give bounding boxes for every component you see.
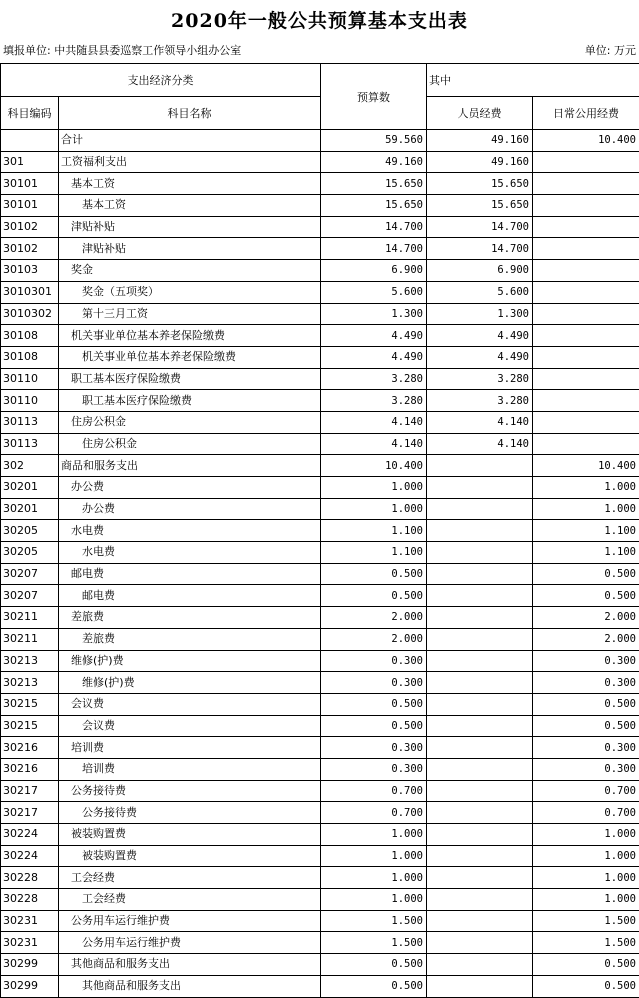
row-name: 工会经费 — [59, 889, 321, 911]
row-personnel — [427, 672, 533, 694]
row-name: 邮电费 — [59, 563, 321, 585]
table-row — [1, 346, 639, 368]
header-of-which: 其中 — [427, 64, 639, 97]
row-personnel: 4.490 — [427, 346, 533, 368]
row-personnel: 1.300 — [427, 303, 533, 325]
row-budget: 1.500 — [321, 932, 427, 954]
header-category: 支出经济分类 — [1, 64, 321, 97]
row-name: 维修(护)费 — [59, 672, 321, 694]
row-name: 水电费 — [59, 520, 321, 542]
row-name: 奖金 — [59, 260, 321, 282]
table-row — [1, 975, 639, 997]
row-personnel — [427, 477, 533, 499]
row-code: 30215 — [1, 693, 59, 715]
table-row — [1, 238, 639, 260]
row-personnel — [427, 563, 533, 585]
row-budget: 59.560 — [321, 130, 427, 152]
row-personnel — [427, 693, 533, 715]
row-code: 30224 — [1, 845, 59, 867]
row-personnel — [427, 975, 533, 997]
row-code: 30231 — [1, 910, 59, 932]
table-row — [1, 867, 639, 889]
row-personnel: 15.650 — [427, 173, 533, 195]
page-title: 2020年一般公共预算基本支出表 — [0, 6, 639, 33]
row-name: 工资福利支出 — [59, 151, 321, 173]
row-personnel: 6.900 — [427, 260, 533, 282]
row-name: 商品和服务支出 — [59, 455, 321, 477]
row-code: 30216 — [1, 758, 59, 780]
row-personnel — [427, 889, 533, 911]
row-daily — [533, 411, 639, 433]
row-code: 30207 — [1, 563, 59, 585]
table-row — [1, 824, 639, 846]
row-name: 被装购置费 — [59, 845, 321, 867]
row-name: 住房公积金 — [59, 411, 321, 433]
row-budget: 15.650 — [321, 195, 427, 217]
row-daily: 0.300 — [533, 650, 639, 672]
row-budget: 0.500 — [321, 954, 427, 976]
row-code: 302 — [1, 455, 59, 477]
row-budget: 5.600 — [321, 281, 427, 303]
report-meta — [3, 42, 636, 58]
row-personnel: 4.140 — [427, 411, 533, 433]
row-personnel — [427, 628, 533, 650]
row-budget: 1.100 — [321, 542, 427, 564]
row-budget: 14.700 — [321, 238, 427, 260]
row-personnel: 49.160 — [427, 130, 533, 152]
header-personnel: 人员经费 — [427, 97, 533, 130]
row-code: 30108 — [1, 325, 59, 347]
row-name: 公务接待费 — [59, 780, 321, 802]
row-name: 第十三月工资 — [59, 303, 321, 325]
row-name: 邮电费 — [59, 585, 321, 607]
row-personnel: 3.280 — [427, 368, 533, 390]
row-personnel: 4.490 — [427, 325, 533, 347]
row-budget: 4.490 — [321, 346, 427, 368]
table-row — [1, 195, 639, 217]
row-daily — [533, 195, 639, 217]
row-name: 维修(护)费 — [59, 650, 321, 672]
table-row — [1, 758, 639, 780]
row-budget: 1.000 — [321, 498, 427, 520]
row-personnel — [427, 802, 533, 824]
table-row — [1, 477, 639, 499]
row-name: 公务用车运行维护费 — [59, 910, 321, 932]
row-personnel — [427, 910, 533, 932]
header-budget: 预算数 — [321, 64, 427, 130]
table-row — [1, 845, 639, 867]
row-daily: 1.100 — [533, 542, 639, 564]
row-name: 会议费 — [59, 693, 321, 715]
table-row — [1, 368, 639, 390]
row-budget: 1.000 — [321, 889, 427, 911]
row-budget: 1.100 — [321, 520, 427, 542]
table-row — [1, 802, 639, 824]
row-code: 30213 — [1, 650, 59, 672]
row-personnel — [427, 607, 533, 629]
row-name: 会议费 — [59, 715, 321, 737]
row-personnel — [427, 824, 533, 846]
row-budget: 2.000 — [321, 628, 427, 650]
row-personnel: 15.650 — [427, 195, 533, 217]
row-code: 30102 — [1, 238, 59, 260]
row-name: 合计 — [59, 130, 321, 152]
row-name: 办公费 — [59, 498, 321, 520]
row-code: 30299 — [1, 975, 59, 997]
table-row — [1, 650, 639, 672]
row-personnel — [427, 954, 533, 976]
currency-unit: 单位: 万元 — [585, 42, 636, 58]
row-daily: 1.000 — [533, 867, 639, 889]
table-row — [1, 411, 639, 433]
row-daily — [533, 346, 639, 368]
row-daily — [533, 390, 639, 412]
row-name: 其他商品和服务支出 — [59, 954, 321, 976]
row-personnel: 5.600 — [427, 281, 533, 303]
row-name: 差旅费 — [59, 607, 321, 629]
row-name: 津贴补贴 — [59, 238, 321, 260]
row-budget: 0.500 — [321, 715, 427, 737]
row-daily: 0.300 — [533, 737, 639, 759]
row-budget: 3.280 — [321, 390, 427, 412]
row-name: 职工基本医疗保险缴费 — [59, 368, 321, 390]
row-daily — [533, 151, 639, 173]
row-budget: 4.140 — [321, 411, 427, 433]
row-name: 奖金（五项奖） — [59, 281, 321, 303]
row-daily — [533, 303, 639, 325]
row-personnel — [427, 585, 533, 607]
budget-table — [0, 63, 639, 998]
row-code: 30211 — [1, 607, 59, 629]
row-code: 30103 — [1, 260, 59, 282]
row-daily: 10.400 — [533, 130, 639, 152]
row-budget: 4.140 — [321, 433, 427, 455]
row-code: 3010302 — [1, 303, 59, 325]
table-row — [1, 542, 639, 564]
table-row — [1, 455, 639, 477]
row-personnel — [427, 932, 533, 954]
reporting-unit: 填报单位: 中共随县县委巡察工作领导小组办公室 — [3, 42, 241, 58]
row-name: 水电费 — [59, 542, 321, 564]
row-daily — [533, 281, 639, 303]
row-daily: 1.000 — [533, 889, 639, 911]
row-name: 职工基本医疗保险缴费 — [59, 390, 321, 412]
row-personnel — [427, 715, 533, 737]
table-row — [1, 910, 639, 932]
row-daily — [533, 238, 639, 260]
row-budget: 1.000 — [321, 477, 427, 499]
table-row — [1, 780, 639, 802]
row-name: 办公费 — [59, 477, 321, 499]
row-budget: 0.500 — [321, 563, 427, 585]
row-budget: 49.160 — [321, 151, 427, 173]
row-code: 30231 — [1, 932, 59, 954]
header-code: 科目编码 — [1, 97, 59, 130]
row-daily: 2.000 — [533, 628, 639, 650]
row-code: 3010301 — [1, 281, 59, 303]
row-code: 30207 — [1, 585, 59, 607]
table-row — [1, 520, 639, 542]
row-budget: 0.300 — [321, 737, 427, 759]
row-budget: 2.000 — [321, 607, 427, 629]
row-daily — [533, 325, 639, 347]
row-budget: 1.500 — [321, 910, 427, 932]
row-code: 30108 — [1, 346, 59, 368]
row-daily — [533, 173, 639, 195]
row-code: 301 — [1, 151, 59, 173]
table-row — [1, 932, 639, 954]
row-name: 其他商品和服务支出 — [59, 975, 321, 997]
row-budget: 0.300 — [321, 650, 427, 672]
table-row — [1, 130, 639, 152]
header-name: 科目名称 — [59, 97, 321, 130]
row-name: 津贴补贴 — [59, 216, 321, 238]
row-code: 30201 — [1, 498, 59, 520]
row-code: 30101 — [1, 195, 59, 217]
row-daily: 10.400 — [533, 455, 639, 477]
row-budget: 15.650 — [321, 173, 427, 195]
row-budget: 3.280 — [321, 368, 427, 390]
row-code: 30228 — [1, 889, 59, 911]
row-code: 30201 — [1, 477, 59, 499]
row-code — [1, 130, 59, 152]
row-budget: 1.000 — [321, 845, 427, 867]
row-code: 30102 — [1, 216, 59, 238]
table-row — [1, 151, 639, 173]
row-code: 30205 — [1, 542, 59, 564]
row-budget: 0.500 — [321, 693, 427, 715]
row-personnel — [427, 650, 533, 672]
row-daily: 2.000 — [533, 607, 639, 629]
row-daily: 0.500 — [533, 693, 639, 715]
table-row — [1, 563, 639, 585]
row-name: 差旅费 — [59, 628, 321, 650]
row-personnel — [427, 737, 533, 759]
row-code: 30101 — [1, 173, 59, 195]
row-personnel: 14.700 — [427, 238, 533, 260]
row-name: 被装购置费 — [59, 824, 321, 846]
table-row — [1, 390, 639, 412]
table-row — [1, 325, 639, 347]
row-code: 30217 — [1, 802, 59, 824]
row-personnel: 3.280 — [427, 390, 533, 412]
row-name: 机关事业单位基本养老保险缴费 — [59, 325, 321, 347]
row-personnel — [427, 542, 533, 564]
row-name: 工会经费 — [59, 867, 321, 889]
table-row — [1, 433, 639, 455]
row-personnel: 14.700 — [427, 216, 533, 238]
row-daily: 1.100 — [533, 520, 639, 542]
row-budget: 0.700 — [321, 780, 427, 802]
row-personnel — [427, 758, 533, 780]
row-code: 30217 — [1, 780, 59, 802]
row-daily: 0.300 — [533, 758, 639, 780]
row-daily: 0.500 — [533, 563, 639, 585]
row-daily: 1.000 — [533, 824, 639, 846]
row-daily: 0.500 — [533, 715, 639, 737]
row-name: 基本工资 — [59, 195, 321, 217]
table-row — [1, 281, 639, 303]
row-code: 30110 — [1, 368, 59, 390]
row-daily: 0.700 — [533, 802, 639, 824]
row-personnel: 49.160 — [427, 151, 533, 173]
row-personnel — [427, 498, 533, 520]
row-name: 培训费 — [59, 737, 321, 759]
table-row — [1, 607, 639, 629]
row-personnel — [427, 780, 533, 802]
row-daily: 1.500 — [533, 932, 639, 954]
row-code: 30113 — [1, 433, 59, 455]
table-row — [1, 216, 639, 238]
row-name: 机关事业单位基本养老保险缴费 — [59, 346, 321, 368]
row-budget: 6.900 — [321, 260, 427, 282]
row-daily: 0.300 — [533, 672, 639, 694]
row-daily: 0.500 — [533, 975, 639, 997]
table-row — [1, 173, 639, 195]
row-personnel: 4.140 — [427, 433, 533, 455]
row-name: 培训费 — [59, 758, 321, 780]
row-budget: 0.300 — [321, 758, 427, 780]
row-budget: 1.300 — [321, 303, 427, 325]
row-code: 30215 — [1, 715, 59, 737]
row-budget: 1.000 — [321, 824, 427, 846]
table-row — [1, 303, 639, 325]
row-personnel — [427, 520, 533, 542]
row-personnel — [427, 867, 533, 889]
row-daily — [533, 216, 639, 238]
row-code: 30110 — [1, 390, 59, 412]
row-budget: 0.500 — [321, 975, 427, 997]
table-row — [1, 628, 639, 650]
row-daily — [533, 260, 639, 282]
table-row — [1, 585, 639, 607]
row-name: 住房公积金 — [59, 433, 321, 455]
table-row — [1, 954, 639, 976]
row-daily: 1.000 — [533, 498, 639, 520]
row-personnel — [427, 845, 533, 867]
row-code: 30299 — [1, 954, 59, 976]
table-row — [1, 889, 639, 911]
table-row — [1, 693, 639, 715]
row-code: 30224 — [1, 824, 59, 846]
row-code: 30205 — [1, 520, 59, 542]
table-row — [1, 715, 639, 737]
row-daily — [533, 368, 639, 390]
row-budget: 1.000 — [321, 867, 427, 889]
row-daily: 0.500 — [533, 954, 639, 976]
row-budget: 14.700 — [321, 216, 427, 238]
table-row — [1, 260, 639, 282]
row-name: 基本工资 — [59, 173, 321, 195]
row-code: 30211 — [1, 628, 59, 650]
row-budget: 0.500 — [321, 585, 427, 607]
row-name: 公务用车运行维护费 — [59, 932, 321, 954]
row-name: 公务接待费 — [59, 802, 321, 824]
row-budget: 0.700 — [321, 802, 427, 824]
row-code: 30216 — [1, 737, 59, 759]
row-personnel — [427, 455, 533, 477]
row-daily: 1.500 — [533, 910, 639, 932]
table-body — [1, 130, 639, 998]
row-budget: 4.490 — [321, 325, 427, 347]
row-daily: 1.000 — [533, 477, 639, 499]
table-row — [1, 672, 639, 694]
row-daily: 1.000 — [533, 845, 639, 867]
table-row — [1, 737, 639, 759]
row-daily: 0.500 — [533, 585, 639, 607]
row-budget: 10.400 — [321, 455, 427, 477]
header-daily: 日常公用经费 — [533, 97, 639, 130]
row-daily — [533, 433, 639, 455]
row-budget: 0.300 — [321, 672, 427, 694]
row-code: 30213 — [1, 672, 59, 694]
row-code: 30113 — [1, 411, 59, 433]
table-row — [1, 498, 639, 520]
row-daily: 0.700 — [533, 780, 639, 802]
row-code: 30228 — [1, 867, 59, 889]
